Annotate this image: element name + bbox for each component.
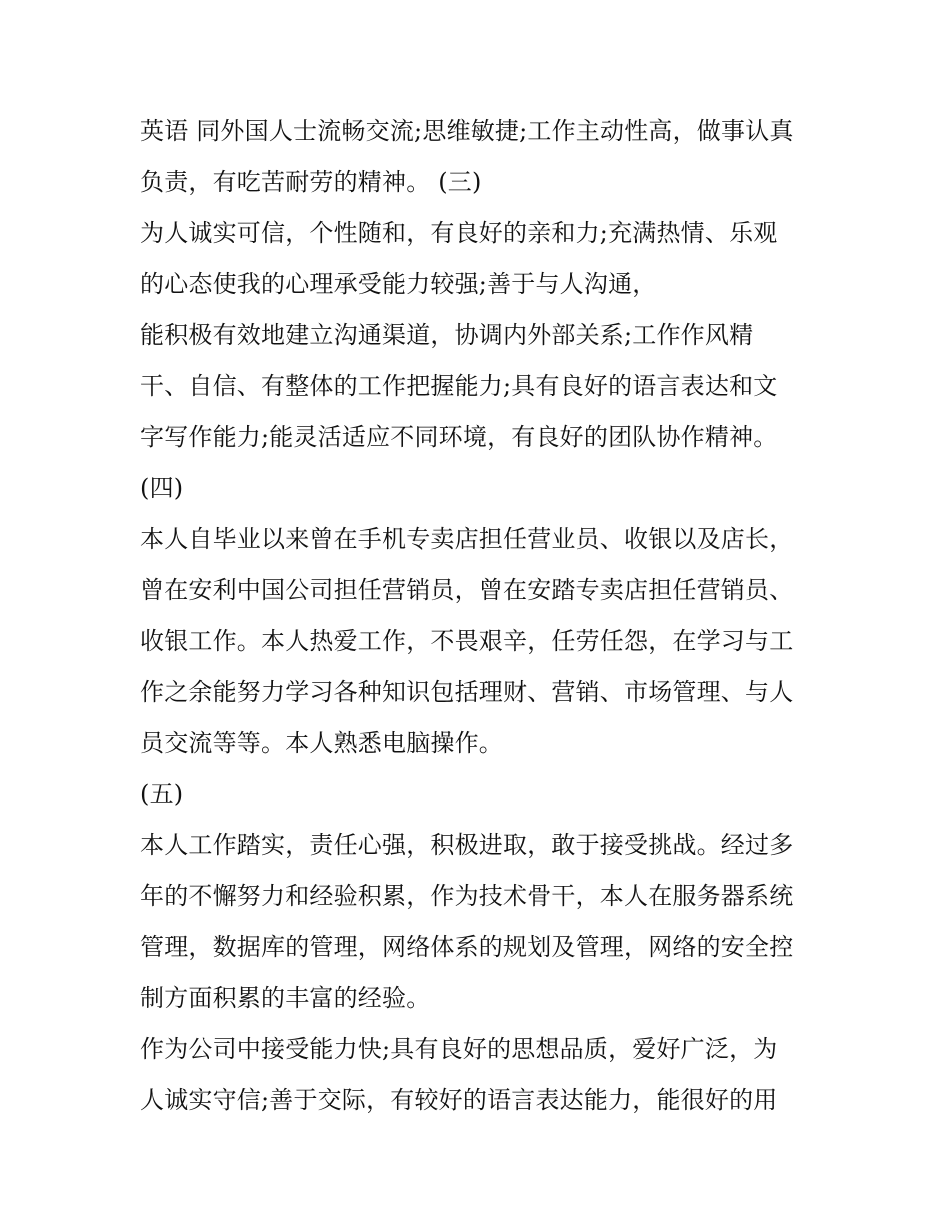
- text-line: 年的不懈努力和经验积累，作为技术骨干，本人在服务器系统: [140, 882, 794, 910]
- text-line: 曾在安利中国公司担任营销员，曾在安踏专卖店担任营销员、: [140, 576, 794, 604]
- text-line: 字写作能力;能灵活适应不同环境，有良好的团队协作精神。: [140, 423, 778, 451]
- section-heading: (四): [140, 474, 184, 502]
- text-line: 作为公司中接受能力快;具有良好的思想品质，爱好广泛，为: [140, 1035, 778, 1063]
- text-line: 人诚实守信;善于交际，有较好的语言表达能力，能很好的用: [140, 1086, 778, 1114]
- text-line: 收银工作。本人热爱工作，不畏艰辛，任劳任怨，在学习与工: [140, 627, 794, 655]
- text-line: 能积极有效地建立沟通渠道，协调内外部关系;工作作风精: [140, 321, 754, 349]
- text-line: 本人工作踏实，责任心强，积极进取，敢于接受挑战。经过多: [140, 831, 794, 859]
- section-heading: (五): [140, 780, 184, 808]
- text-line: 作之余能努力学习各种知识包括理财、营销、市场管理、与人: [140, 678, 794, 706]
- text-line: 本人自毕业以来曾在手机专卖店担任营业员、收银以及店长，: [140, 525, 794, 553]
- text-line: 干、自信、有整体的工作把握能力;具有良好的语言表达和文: [140, 372, 778, 400]
- text-line: 的心态使我的心理承受能力较强;善于与人沟通，: [140, 270, 657, 298]
- text-line: 管理，数据库的管理，网络体系的规划及管理，网络的安全控: [140, 933, 794, 961]
- document-body: [140, 106, 820, 1126]
- text-line: 制方面积累的丰富的经验。: [140, 984, 431, 1012]
- text-line: 英语 同外国人士流畅交流;思维敏捷;工作主动性高，做事认真: [140, 117, 794, 145]
- text-line: 负责，有吃苦耐劳的精神。 (三): [140, 168, 482, 196]
- text-line: 员交流等等。本人熟悉电脑操作。: [140, 729, 503, 757]
- text-line: 为人诚实可信，个性随和，有良好的亲和力;充满热情、乐观: [140, 219, 778, 247]
